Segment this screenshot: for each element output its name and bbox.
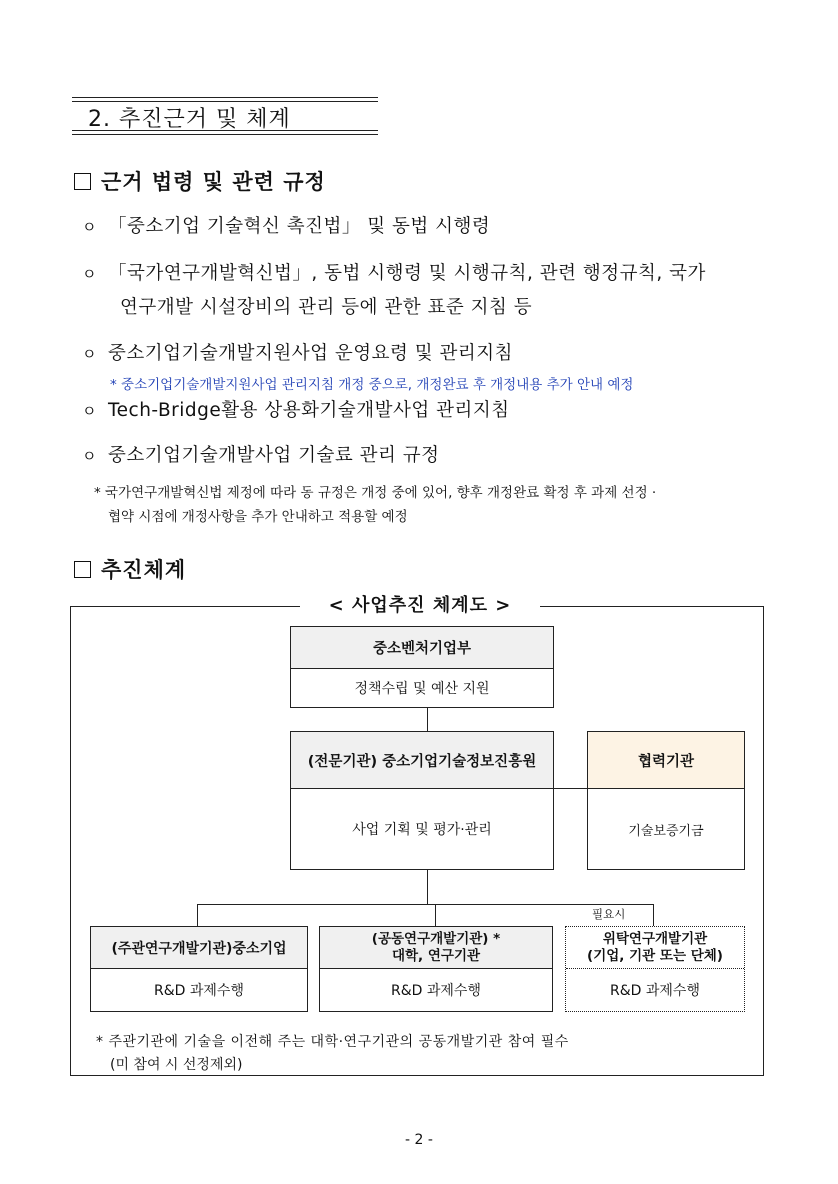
ministry-box — [290, 626, 554, 708]
system-heading: 추진체계 — [74, 554, 186, 584]
agency-role: 사업 기획 및 평가·관리 — [352, 822, 492, 838]
circle-bullet-icon: ㅇ — [82, 265, 97, 283]
partner-box — [587, 731, 745, 870]
basis-item-2: ㅇ 「국가연구개발혁신법」, 동법 시행령 및 시행규칙, 관련 행정규칙, 국가 — [82, 263, 706, 284]
circle-bullet-icon: ㅇ — [82, 345, 97, 363]
basis-item-5: ㅇ 중소기업기술개발사업 기술료 관리 규정 — [82, 445, 440, 466]
lead-name: (주관연구개발기관)중소기업 — [91, 927, 307, 969]
lead-box — [90, 926, 308, 1012]
joint-name: (공동연구개발기관) * 대학, 연구기관 — [320, 927, 552, 969]
note-line-2: 협약 시점에 개정사항을 추가 안내하고 적용할 예정 — [108, 509, 408, 525]
square-bullet-icon — [74, 173, 91, 190]
basis-heading: 근거 법령 및 관련 규정 — [74, 166, 326, 196]
agency-box — [290, 731, 554, 870]
blue-note: * 중소기업기술개발지원사업 관리지침 개정 중으로, 개정완료 후 개정내용 추가 안내 예정 — [110, 377, 634, 393]
section-title-box — [72, 97, 378, 135]
basis-item-1: ㅇ 「중소기업 기술혁신 촉진법」 및 동법 시행령 — [82, 216, 491, 237]
partner-role: 기술보증기금 — [628, 823, 704, 839]
note-line-1: * 국가연구개발혁신법 제정에 따라 동 규정은 개정 중에 있어, 향후 개정완료 확정 후 과제 선정 · — [94, 485, 657, 501]
square-bullet-icon — [74, 561, 91, 578]
agency-name: (전문기관) 중소기업기술정보진흥원 — [291, 732, 553, 789]
page-number: - 2 - — [405, 1132, 433, 1148]
partner-name: 협력기관 — [588, 732, 744, 789]
basis-item-2-cont: 연구개발 시설장비의 관리 등에 관한 표준 지침 등 — [120, 297, 533, 318]
basis-item-4: ㅇ Tech-Bridge활용 상용화기술개발사업 관리지침 — [82, 400, 510, 421]
ministry-name: 중소벤처기업부 — [291, 627, 553, 669]
chart-footnote-1: * 주관기관에 기술을 이전해 주는 대학·연구기관의 공동개발기관 참여 필수 — [96, 1034, 569, 1050]
circle-bullet-icon: ㅇ — [82, 402, 97, 420]
joint-role: R&D 과제수행 — [391, 983, 481, 999]
chart-footnote-2: (미 참여 시 선정제외) — [110, 1057, 243, 1073]
org-chart-title: < 사업추진 체계도 > — [300, 591, 540, 621]
basis-item-3: ㅇ 중소기업기술개발지원사업 운영요령 및 관리지침 — [82, 343, 513, 364]
circle-bullet-icon: ㅇ — [82, 447, 97, 465]
section-title: 2. 추진근거 및 체계 — [88, 107, 291, 132]
ministry-role: 정책수립 및 예산 지원 — [354, 681, 490, 697]
joint-box — [319, 926, 553, 1012]
optional-label: 필요시 — [592, 907, 626, 921]
circle-bullet-icon: ㅇ — [82, 218, 97, 236]
consign-role: R&D 과제수행 — [610, 983, 700, 999]
consign-name: 위탁연구개발기관 (기업, 기관 또는 단체) — [566, 927, 744, 969]
lead-role: R&D 과제수행 — [154, 983, 244, 999]
consign-box — [565, 926, 745, 1012]
